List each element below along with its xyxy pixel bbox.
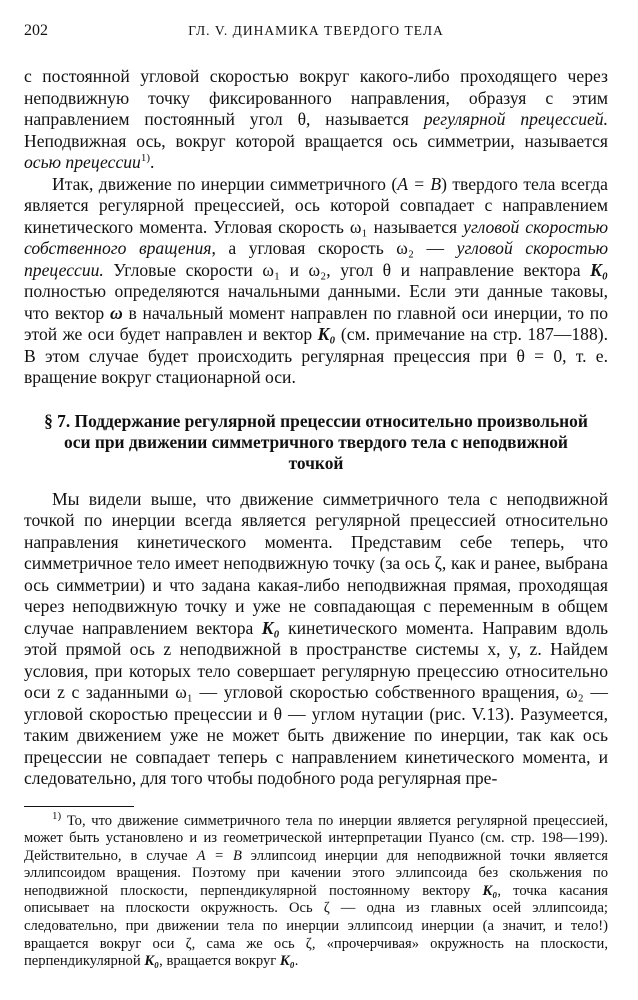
text-run: Мы видели выше, что движение симметричного тела с неподвижной точкой по инерции всегда является регулярной прецессией относительно направления кинетического момента. Представим себе теперь, что симметричное тело имеет неподвижную точку (за ось ζ, как и ранее, выбрана ось симметрии) и что задана какая-либо неподвижная прямая, проходящая через неподвижную точку и уже не совпадающая с переменным в общем случае направлением вектора (24, 488, 608, 638)
term-precession-speed: угловой скоростью прецессии. (24, 238, 608, 280)
paragraph-3 (24, 489, 608, 790)
text-run: (см. примечание на стр. 187—188). В этом случае будет происходить регулярная прецессия при θ = 0, т. е. вращение вокруг стационарной оси. (24, 324, 608, 387)
vector-k0: K₀ (482, 882, 498, 899)
footnote-divider (24, 806, 134, 807)
vector-k0: K₀ (279, 953, 295, 970)
text-run: с постоянной угловой скоростью вокруг какого-либо проходящего через неподвижную точку фиксированного направления, образуя с этим направлением постоянный угол θ, называется (24, 66, 608, 129)
paragraph-2 (24, 174, 608, 389)
vector-k0: K₀ (144, 953, 160, 970)
vector-k0: K₀ (261, 617, 280, 638)
running-head (24, 22, 608, 42)
section-heading: § 7. Поддержание регулярной прецессии относительно произвольной оси при движении симметричного твердого тела с неподвижной точкой (44, 410, 588, 473)
text-run: эллипсоид инерции для неподвижной точки является эллипсоидом вращения. Поэтому при качении этого эллипсоида без скольжения по неподвижной плоскости, перпендикулярной постоянному вектору (24, 847, 608, 899)
footnote-mark: 1) (52, 809, 62, 822)
text-run: , вращается вокруг (159, 953, 280, 970)
text-run: . (150, 152, 155, 172)
text-run: полностью определяются начальными данными. Если эти данные таковы, что вектор (24, 281, 608, 323)
vector-k0: K₀ (590, 259, 608, 280)
text-run: То, что движение симметричного тела по инерции является регулярной прецессией, может быть установлено и из геометрической интерпретации Пуансо (см. стр. 198—199). Действительно, в случае (24, 812, 608, 864)
text-run: Неподвижная ось, вокруг которой вращается ось симметрии, называется (24, 130, 608, 151)
main-text (24, 66, 608, 790)
term-precession-axis: осью прецессии (24, 152, 141, 172)
vector-k0: K₀ (317, 324, 336, 344)
paragraph-1 (24, 66, 608, 174)
formula: A = B (397, 173, 442, 194)
text-run: . (294, 953, 299, 970)
page-number: 202 (24, 22, 48, 39)
term-own-rotation-speed: угловой скоростью собственного вращения (24, 216, 608, 258)
vector-omega: ω (109, 302, 123, 323)
running-title: ГЛ. V. ДИНАМИКА ТВЕРДОГО ТЕЛА (188, 23, 444, 38)
footnote (24, 809, 608, 971)
text-run: ) твердого тела всегда является регулярной прецессией, ось которой совпадает с направлением кинетического момента. Угловая скорость ω₁ называется (24, 173, 608, 237)
text-run: Угловые скорости ω₁ и ω₂, угол θ и направление вектора (103, 259, 591, 280)
text-run: , а угловая скорость ω₂ — (211, 238, 457, 258)
text-run: , точка касания описывает на плоскости окружность. Ось ζ — одна из главных осей эллипсоида; следовательно, при движении тела по инерции эллипсоид инерции (а значит, и тело!) вращается вокруг оси ζ, сама же ось ζ, «прочерчивая» окружность на плоскости, перпендикулярной (24, 882, 608, 970)
term-regular-precession: регулярной прецессией. (423, 109, 609, 129)
footnote-ref[interactable]: 1) (140, 152, 151, 165)
text-run: Итак, движение по инерции симметричного ( (52, 173, 398, 194)
text-run: в начальный момент направлен по главной оси инерции, то по этой же оси будет направлен и вектор (24, 302, 608, 344)
formula: A = B (196, 847, 242, 864)
text-run: кинетического момента. Направим вдоль этой прямой ось z неподвижной в пространстве системы x, y, z. Найдем условия, при которых тело совершает регулярную прецессию относительно оси z с заданными ω₁ — угловой скоростью собственного вращения, ω₂ — угловой скоростью прецессии и θ — углом нутации (рис. V.13). Разумеется, таким движением уже не может быть движение по инерции, так как ось прецессии не совпадает теперь с направлением кинетического момента, и следовательно, для того чтобы подобного рода регулярная пре- (24, 617, 609, 788)
